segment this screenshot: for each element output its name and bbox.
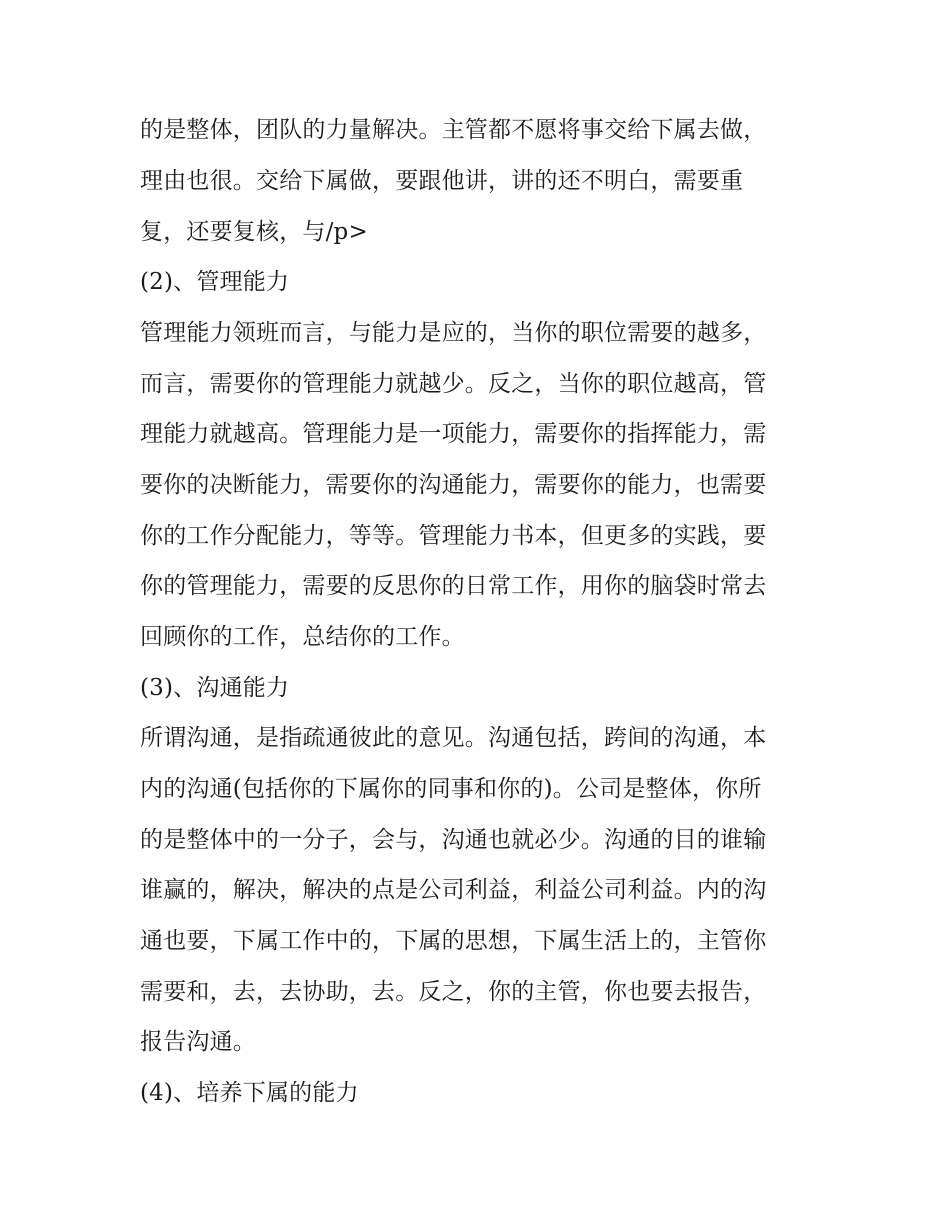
- text-line: 你的工作分配能力，等等。管理能力书本，但更多的实践，要: [140, 523, 767, 549]
- text-line: 而言，需要你的管理能力就越少。反之，当你的职位越高，管: [140, 371, 767, 397]
- text-line: 复，还要复核，与/p>: [140, 219, 368, 245]
- text-line: 的是整体，团队的力量解决。主管都不愿将事交给下属去做，: [140, 117, 767, 143]
- text-line: 理能力就越高。管理能力是一项能力，需要你的指挥能力，需: [140, 421, 767, 447]
- text-line: 理由也很。交给下属做，要跟他讲，讲的还不明白，需要重: [140, 168, 744, 194]
- text-line: 回顾你的工作，总结你的工作。: [140, 624, 465, 650]
- section-heading: (3)、沟通能力: [140, 675, 290, 701]
- text-line: 所谓沟通，是指疏通彼此的意见。沟通包括，跨间的沟通，本: [140, 725, 767, 751]
- text-line: 内的沟通(包括你的下属你的同事和你的)。公司是整体，你所: [140, 776, 762, 802]
- section-heading: (4)、培养下属的能力: [140, 1080, 359, 1106]
- text-line: 谁赢的，解决，解决的点是公司利益，利益公司利益。内的沟: [140, 877, 767, 903]
- text-line: 报告沟通。: [140, 1029, 256, 1055]
- text-line: 要你的决断能力，需要你的沟通能力，需要你的能力，也需要: [140, 472, 767, 498]
- text-line: 你的管理能力，需要的反思你的日常工作，用你的脑袋时常去: [140, 573, 767, 599]
- text-line: 管理能力领班而言，与能力是应的，当你的职位需要的越多，: [140, 320, 767, 346]
- text-line: 的是整体中的一分子，会与，沟通也就必少。沟通的目的谁输: [140, 827, 767, 853]
- section-heading: (2)、管理能力: [140, 269, 290, 295]
- text-line: 通也要，下属工作中的，下属的思想，下属生活上的，主管你: [140, 928, 767, 954]
- text-line: 需要和，去，去协助，去。反之，你的主管，你也要去报告，: [140, 979, 767, 1005]
